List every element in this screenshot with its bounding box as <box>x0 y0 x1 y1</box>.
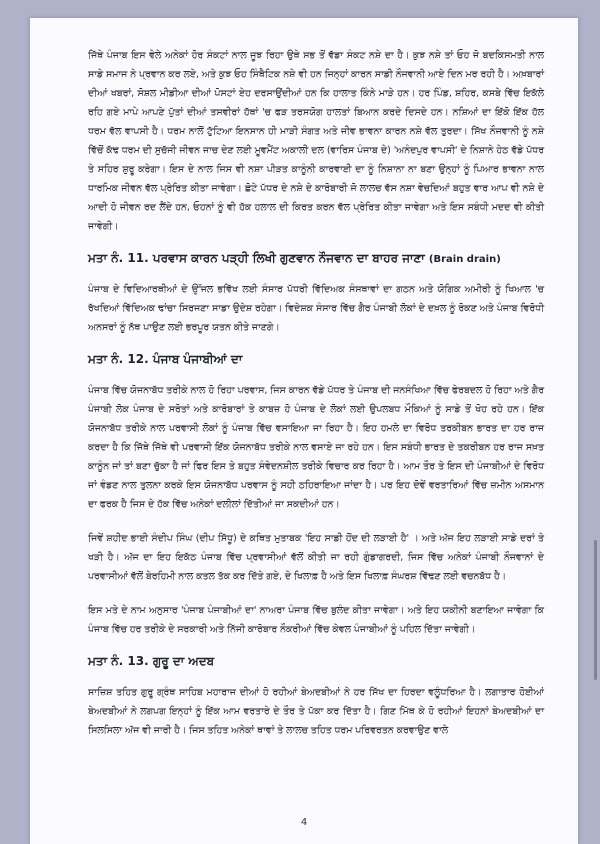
resolution-11-english: (Brain drain) <box>428 254 501 265</box>
resolution-12-heading: ਮਤਾ ਨੰ. 12. ਪੰਜਾਬ ਪੰਜਾਬੀਆਂ ਦਾ <box>88 352 243 366</box>
document-content <box>88 46 544 755</box>
resolution-11-heading <box>88 251 544 266</box>
paragraph-sacrilege: ਸਾਜ਼ਿਸ਼ ਤਹਿਤ ਗੁਰੂ ਗ੍ਰੰਥ ਸਾਹਿਬ ਮਹਾਰਾਜ ਦੀਆਂ ਹੋ ਰਹੀਆਂ ਬੇਅਦਬੀਆਂ ਨੇ ਹਰ ਸਿੱਖ ਦਾ ਹਿਰਦਾ ਵਲੂੰਧਰਿਆ ਹੈ। ਲਗਾਤਾਰ ਹੋਈਆਂ ਬੇਅਦਬੀਆਂ ਨੇ ਲਗਪਗ ਇਨ੍ਹਾਂ ਨੂੰ ਇੱਕ ਆਮ ਵਰਤਾਰੇ ਦੇ ਤੌਰ ਤੇ ਪੱਕਾ ਕਰ ਦਿੱਤਾ ਹੈ। ਗਿਣ ਮਿੱਥ ਕੇ ਹੋ ਰਹੀਆਂ ਇਹਨਾਂ ਬੇਅਦਬੀਆਂ ਦਾ ਸਿਲਸਿਲਾ ਅੱਜ ਵੀ ਜਾਰੀ ਹੈ। ਜਿਸ ਤਹਿਤ ਅਨੇਕਾਂ ਥਾਵਾਂ ਤੇ ਲਾਲਚ ਤਹਿਤ ਧਰਮ ਪਰਿਵਰਤਨ ਕਰਵਾਉਣ ਵਾਲੇ <box>88 687 544 736</box>
paragraph-slogan: ਇਸ ਮਤੇ ਦੇ ਨਾਮ ਅਨੁਸਾਰ 'ਪੰਜਾਬ ਪੰਜਾਬੀਆਂ ਦਾ' ਨਾਅਰਾ ਪੰਜਾਬ ਵਿੱਚ ਬੁਲੰਦ ਕੀਤਾ ਜਾਵੇਗਾ। ਅਤੇ ਇਹ ਯਕੀਨੀ ਬਣਾਇਆ ਜਾਵੇਗਾ ਕਿ ਪੰਜਾਬ ਵਿੱਚ ਹਰ ਤਰੀਕੇ ਦੇ ਸਰਕਾਰੀ ਅਤੇ ਨਿੱਜੀ ਕਾਰੋਬਾਰ ਨੌਕਰੀਆਂ ਵਿੱਚ ਕੇਵਲ ਪੰਜਾਬੀਆਂ ਨੂੰ ਪਹਿਲ ਦਿੱਤਾ ਜਾਵੇਗੀ। <box>88 605 544 635</box>
resolution-13-heading: ਮਤਾ ਨੰ. 13. ਗੁਰੂ ਦਾ ਅਦਬ <box>88 654 215 668</box>
paragraph-existence-fight: ਜਿਵੇਂ ਸ਼ਹੀਦ ਭਾਈ ਸੰਦੀਪ ਸਿੰਘ (ਦੀਪ ਸਿੱਧੂ) ਦੇ ਕਥਿਤ ਮੁਤਾਬਕ 'ਇਹ ਸਾਡੀ ਹੋਂਦ ਦੀ ਲੜਾਈ ਹੈ' । ਅਤੇ ਅੱਜ ਇਹ ਲੜਾਈ ਸਾਡੇ ਦਰਾਂ ਤੇ ਖੜੀ ਹੈ। ਅੱਜ ਦਾ ਇਹ ਇਕੱਠ ਪੰਜਾਬ ਵਿੱਚ ਪ੍ਰਵਾਸੀਆਂ ਵੱਲੋਂ ਕੀਤੀ ਜਾ ਰਹੀ ਗੁੰਡਾਗਰਦੀ, ਜਿਸ ਵਿੱਚ ਅਨੇਕਾਂ ਪੰਜਾਬੀ ਨੌਜਵਾਨਾਂ ਦੇ ਪਰਵਾਸੀਆਂ ਵੱਲੋਂ ਬੇਰਹਿਮੀ ਨਾਲ ਕਤਲ ਤੱਕ ਕਰ ਦਿੱਤੇ ਗਏ, ਦੇ ਖਿਲਾਫ਼ ਹੈ ਅਤੇ ਇਸ ਖਿਲਾਫ਼ ਸੰਘਰਸ਼ ਵਿੱਢਣ ਲਈ ਵਚਨਬੱਧ ਹੈ। <box>88 533 544 582</box>
scrollbar-thumb[interactable] <box>594 540 597 680</box>
document-page <box>30 18 578 844</box>
page-number: 4 <box>300 817 308 828</box>
resolution-11-title: ਮਤਾ ਨੰ. 11. ਪਰਵਾਸ ਕਾਰਨ ਪੜ੍ਹੀ ਲਿਖੀ ਗੁਣਵਾਨ ਨੌਜਵਾਨ ਦਾ ਬਾਹਰ ਜਾਣਾ <box>88 251 425 265</box>
paragraph-drugs: ਜਿੱਥੇ ਪੰਜਾਬ ਇਸ ਵੇਲੇ ਅਨੇਕਾਂ ਹੋਰ ਸੰਕਟਾਂ ਨਾਲ ਜੂਝ ਰਿਹਾ ਉਥੇ ਸਭ ਤੋਂ ਵੱਡਾ ਸੰਕਟ ਨਸ਼ੇ ਦਾ ਹੈ। ਕੁਝ ਨਸ਼ੇ ਤਾਂ ਓਹ ਜੋ ਬਦਕਿਸਮਤੀ ਨਾਲ ਸਾਡੇ ਸਮਾਜ ਨੇ ਪ੍ਰਵਾਨ ਕਰ ਲਏ, ਅਤੇ ਕੁਝ ਓਹ ਸਿੰਥੈਟਿਕ ਨਸ਼ੇ ਵੀ ਹਨ ਜਿਨ੍ਹਾਂ ਕਾਰਨ ਸਾਡੀ ਨੌਜਵਾਨੀ ਆਏ ਦਿਨ ਮਰ ਰਹੀ ਹੈ। ਅਖ਼ਬਾਰਾਂ ਦੀਆਂ ਖਬਰਾਂ, ਸੋਸ਼ਲ ਮੀਡੀਆ ਦੀਆਂ ਪੋਸਟਾਂ ਏਹ ਦਰਸਾਉਂਦੀਆਂ ਹਨ ਕਿ ਹਾਲਾਤ ਕਿੰਨੇ ਮਾੜੇ ਹਨ। ਹਰ ਪਿੰਡ, ਸ਼ਹਿਰ, ਕਸਬੇ ਵਿੱਚ ਇਕੱਲੇ ਰਹਿ ਗਏ ਮਾਪੇ ਆਪਣੇ ਪੁੱਤਾਂ ਦੀਆਂ ਤਸਵੀਰਾਂ ਹੱਥਾਂ 'ਚ ਫੜ ਤਰਸਯੋਗ ਹਾਲਤਾਂ ਬਿਆਨ ਕਰਦੇ ਦਿਸਦੇ ਹਨ। ਨਸ਼ਿਆਂ ਦਾ ਇੱਕੋ ਇੱਕ ਹੱਲ ਧਰਮ ਵੱਲ ਵਾਪਸੀ ਹੈ। ਧਰਮ ਨਾਲੋਂ ਟੁੱਟਿਆ ਇਨਸਾਨ ਹੀ ਮਾੜੀ ਸੰਗਤ ਅਤੇ ਜੀਵ ਭਾਵਨਾ ਕਾਰਨ ਨਸ਼ੇ ਵੱਲ ਤੁਰਦਾ। ਸਿੱਖ ਨੌਜਵਾਨੀ ਨੂੰ ਨਸ਼ੇ ਵਿੱਚੋਂ ਕੱਢ ਧਰਮ ਦੀ ਸੁਚੱਜੀ ਜੀਵਨ ਜਾਚ ਦੇਣ ਲਈ ਮੂਵਮੈਂਟ ਅਕਾਲੀ ਦਲ (ਵਾਰਿਸ ਪੰਜਾਬ ਦੇ) 'ਅਨੰਦਪੁਰ ਵਾਪਸੀ' ਦੇ ਨਿਸ਼ਾਨੇ ਹੇਠ ਵੱਡੇ ਪੱਧਰ ਤੇ ਸਹਿਰ ਸ਼ੁਰੂ ਕਰੇਗਾ। ਇਸ ਦੇ ਨਾਲ ਜਿਸ ਵੀ ਨਸ਼ਾ ਪੀੜਤ ਕਾਨੂੰਨੀ ਕਾਰਵਾਈ ਦਾ ਨੂੰ ਨਿਸ਼ਾਨਾ ਨਾ ਬਣਾ ਉਨ੍ਹਾਂ ਨੂੰ ਪਿਆਰ ਭਾਵਨਾ ਨਾਲ ਧਾਰਮਿਕ ਜੀਵਨ ਵੱਲ ਪ੍ਰੇਰਿਤ ਕੀਤਾ ਜਾਵੇਗਾ। ਛੋਟੇ ਪੱਧਰ ਦੇ ਨਸ਼ੇ ਦੇ ਕਾਰੋਬਾਰੀ ਜੋ ਲਾਲਚ ਵੱਸ ਨਸ਼ਾ ਵੇਚਦਿਆਂ ਬਹੁਤ ਵਾਰ ਆਪ ਵੀ ਨਸ਼ੇ ਦੇ ਆਦੀ ਹੋ ਜੀਵਨ ਰਦ ਲੈਂਦੇ ਹਨ, ਓਹਨਾਂ ਨੂੰ ਵੀ ਹੱਕ ਹਲਾਲ ਦੀ ਕਿਰਤ ਕਰਨ ਵੱਲ ਪ੍ਰੇਰਿਤ ਕੀਤਾ ਜਾਵੇਗਾ ਅਤੇ ਇਸ ਸਬੰਧੀ ਮਦਦ ਵੀ ਕੀਤੀ ਜਾਵੇਗੀ। <box>88 50 544 232</box>
paragraph-brain-drain: ਪੰਜਾਬ ਦੇ ਵਿਦਿਆਰਥੀਆਂ ਦੇ ਉੱਜਲ ਭਵਿੱਖ ਲਈ ਸੰਸਾਰ ਪੱਧਰੀ ਵਿੱਦਿਅਕ ਸੰਸਥਾਵਾਂ ਦਾ ਗਠਨ ਅਤੇ ਯੋਗਿਕ ਅਮੀਰੀ ਨੂੰ ਖਿਆਲ 'ਚ ਰੱਖਦਿਆਂ ਵਿੱਦਿਅਕ ਢਾਂਚਾ ਸਿਰਜਣਾ ਸਾਡਾ ਉਦੇਸ਼ ਰਹੇਗਾ। ਵਿਦੇਸ਼ਕ ਸੰਸਾਰ ਵਿੱਚ ਗੈਰ ਪੰਜਾਬੀ ਲੋਕਾਂ ਦੇ ਦਖ਼ਲ ਨੂੰ ਰੋਕਣ ਅਤੇ ਪੰਜਾਬ ਵਿਰੋਧੀ ਅਨਸਰਾਂ ਨੂੰ ਨੱਥ ਪਾਉਣ ਲਈ ਭਰਪੂਰ ਯਤਨ ਕੀਤੇ ਜਾਣਗੇ। <box>88 284 544 333</box>
paragraph-migration: ਪੰਜਾਬ ਵਿੱਚ ਯੋਜਨਾਬੱਧ ਤਰੀਕੇ ਨਾਲ ਹੋ ਰਿਹਾ ਪਰਵਾਸ, ਜਿਸ ਕਾਰਨ ਵੱਡੇ ਪੱਧਰ ਤੇ ਪੰਜਾਬ ਦੀ ਜਨਸੰਖਿਆ ਵਿੱਚ ਫੇਰਬਦਲ ਹੋ ਰਿਹਾ ਅਤੇ ਗੈਰ ਪੰਜਾਬੀ ਲੋਕ ਪੰਜਾਬ ਦੇ ਸਰੋਤਾਂ ਅਤੇ ਕਾਰੋਬਾਰਾਂ ਤੇ ਕਾਬਜ਼ ਹੋ ਪੰਜਾਬ ਦੇ ਲੋਕਾਂ ਲਈ ਉਪਲਬਧ ਮੌਕਿਆਂ ਨੂੰ ਸਾਡੇ ਤੋਂ ਖੋਹ ਰਹੇ ਹਨ। ਇੱਕ ਯੋਜਨਾਬੱਧ ਤਰੀਕੇ ਨਾਲ ਪਰਵਾਸੀ ਲੋਕਾਂ ਨੂੰ ਪੰਜਾਬ ਵਿੱਚ ਵਸਾਇਆ ਜਾ ਰਿਹਾ ਹੈ। ਇਹ ਹਮਲੇ ਦਾ ਵਿਰੋਧ ਤਰਕੀਬਨ ਭਾਰਤ ਦਾ ਹਰ ਰਾਜ ਕਰਦਾ ਹੈ ਕਿ ਜਿੱਥੇ ਜਿੱਥੇ ਵੀ ਪਰਵਾਸੀ ਇੱਕ ਯੋਜਨਾਬੱਧ ਤਰੀਕੇ ਨਾਲ ਵਸਾਏ ਜਾ ਰਹੇ ਹਨ। ਇਸ ਸਬੰਧੀ ਭਾਰਤ ਦੇ ਤਕਰੀਬਨ ਹਰ ਰਾਜ ਸਖ਼ਤ ਕਾਨੂੰਨ ਜਾਂ ਤਾਂ ਬਣਾ ਚੁੱਕਾ ਹੈ ਜਾਂ ਫਿਰ ਇਸ ਤੇ ਬਹੁਤ ਸੰਵੇਦਨਸ਼ੀਲ ਤਰੀਕੇ ਵਿਚਾਰ ਕਰ ਰਿਹਾ ਹੈ। ਆਮ ਤੌਰ ਤੇ ਇਸ ਦੀ ਪੰਜਾਬੀਆਂ ਦੇ ਵਿਰੋਧ ਜਾਂ ਵੰਡਣ ਨਾਲ ਤੁਲਨਾ ਕਰਕੇ ਇਸ ਯੋਜਨਾਬੱਧ ਪਰਵਾਸ ਨੂੰ ਸਹੀ ਠਹਿਰਾਇਆ ਜਾਂਦਾ ਹੈ। ਪਰ ਇਹ ਦੋਵੇਂ ਵਰਤਾਰਿਆਂ ਵਿੱਚ ਜ਼ਮੀਨ ਅਸਮਾਨ ਦਾ ਫਰਕ ਹੈ ਜਿਸ ਦੇ ਹੱਕ ਵਿੱਚ ਅਨੇਕਾਂ ਦਲੀਲਾਂ ਦਿੱਤੀਆਂ ਜਾ ਸਕਦੀਆਂ ਹਨ। <box>88 385 544 510</box>
